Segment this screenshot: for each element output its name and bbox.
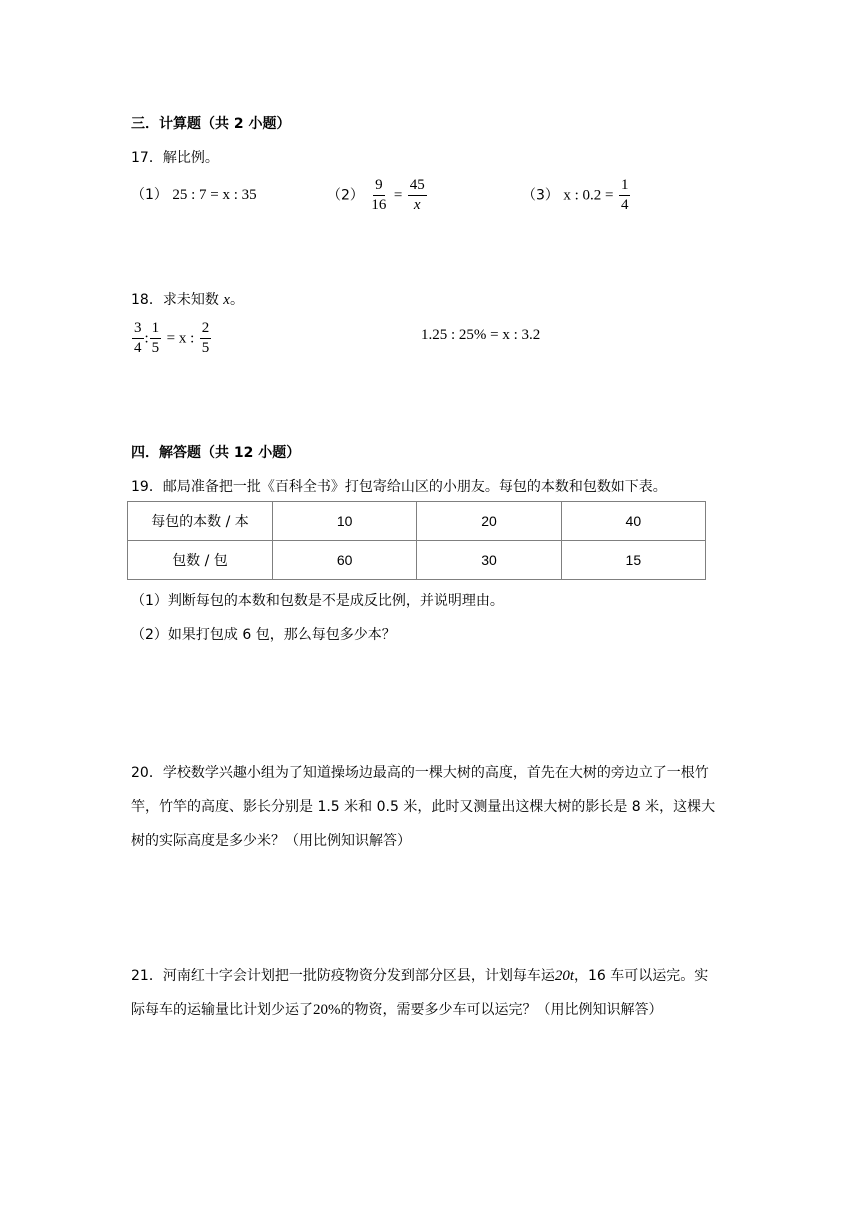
fraction: $\frac{3}{4}$ [134, 320, 142, 356]
q19-text: 19．邮局准备把一批《百科全书》打包寄给山区的小朋友。每包的本数和包数如下表。 [131, 479, 667, 495]
q17-title: 17．解比例。 [131, 150, 219, 166]
q19-sub2: （2）如果打包成 6 包，那么每包多少本？ [131, 627, 396, 643]
q19-sub1: （1）判断每包的本数和包数是不是成反比例，并说明理由。 [131, 593, 504, 609]
table-cell: 15 [561, 541, 705, 580]
table-cell: 30 [417, 541, 561, 580]
table-cell: 10 [273, 502, 417, 541]
table-cell: 40 [561, 502, 705, 541]
q17-part3-label: （3） [522, 187, 559, 204]
q18-equation-1: $\frac{3}{4}$ : $\frac{1}{5}$ = x : $\frac{2}{5}$ [134, 320, 210, 356]
q19-table [127, 501, 706, 580]
q20-text: 20．学校数学兴趣小组为了知道操场边最高的一棵大树的高度，首先在大树的旁边立了一根竹竿，竹竿的高度、影长分别是 1.5 米和 0.5 米，此时又测量出这棵大树的影长是 8 米，这棵大树的实际高度是多少米？（用比例知识解答） [131, 765, 716, 849]
q17-part3 [522, 178, 631, 213]
q17-part1-expr: 25 : 7 = x : 35 [172, 187, 257, 203]
fraction: $\frac{9}{16}$ [371, 177, 387, 213]
table-row [128, 541, 706, 580]
fraction: $\frac{45}{x}$ [409, 177, 425, 213]
fraction: $\frac{2}{5}$ [201, 320, 210, 356]
section-4-heading: 四．解答题（共 12 小题） [131, 445, 301, 461]
table-cell: 60 [273, 541, 417, 580]
fraction: $\frac{1}{4}$ [620, 177, 629, 213]
fraction: $\frac{1}{5}$ [151, 320, 160, 356]
q17-part1-label: （1） [131, 187, 168, 203]
table-cell: 20 [417, 502, 561, 541]
q17-part2-label: （2） [327, 187, 364, 204]
table-row [128, 502, 706, 541]
section-3-heading: 三．计算题（共 2 小题） [131, 116, 291, 132]
q17-part1 [131, 184, 257, 204]
q17-part3-left: x : 0.2 = [563, 187, 614, 204]
table-cell: 包数 / 包 [128, 541, 273, 580]
q18-title: 18．求未知数 x。 [131, 292, 244, 308]
q17-part2: （2） $\frac{9}{16}$ = $\frac{45}{x}$ [327, 177, 425, 213]
q18-equation-2: 1.25 : 25% = x : 3.2 [421, 327, 541, 343]
table-cell: 每包的本数 / 本 [128, 502, 273, 541]
q21-text: 21．河南红十字会计划把一批防疫物资分发到部分区县，计划每车运20t，16 车可以运完。实际每车的运输量比计划少运了20%的物资，需要多少车可以运完？（用比例知识解答） [131, 968, 709, 1018]
